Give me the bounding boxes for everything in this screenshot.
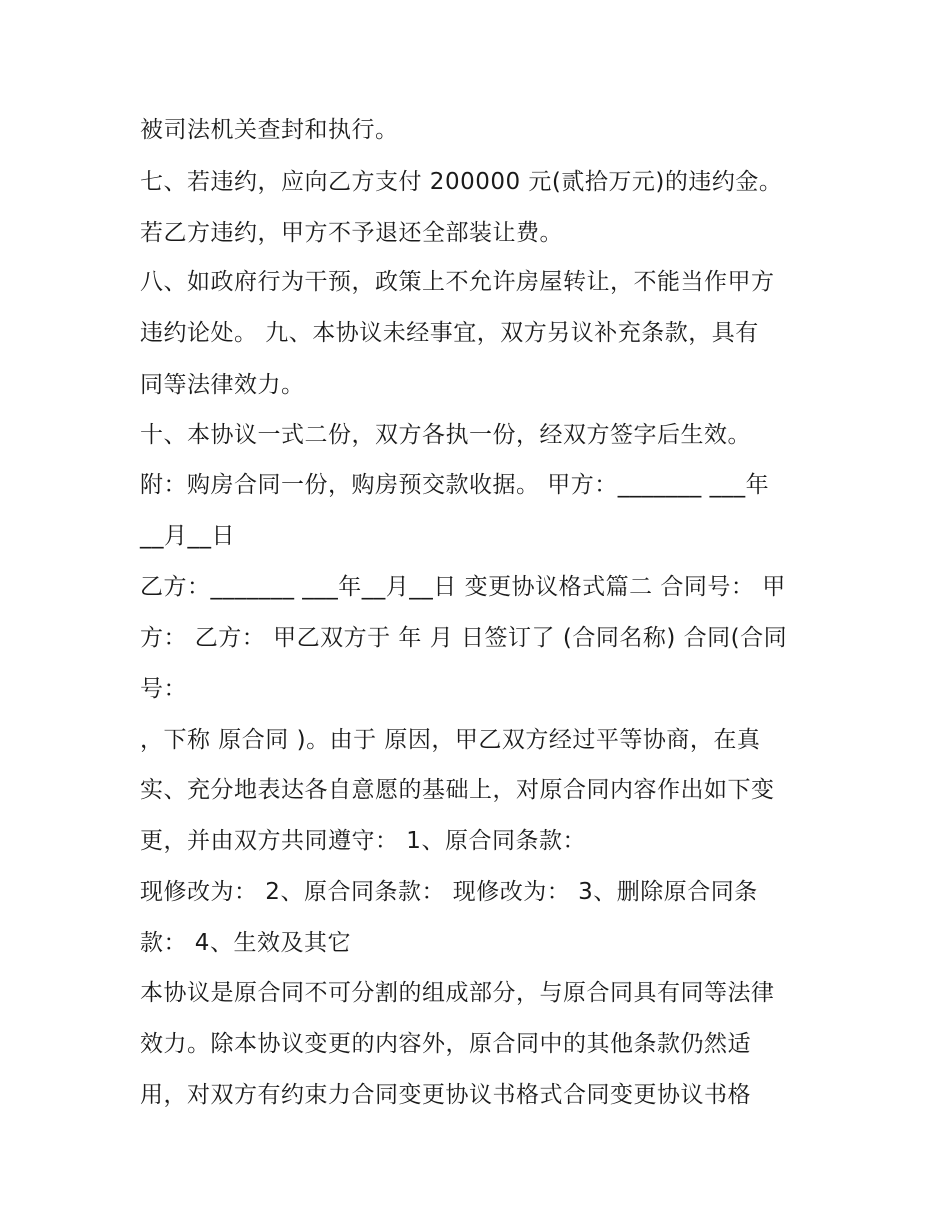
text-line: 实、充分地表达各自意愿的基础上，对原合同内容作出如下变 [140, 777, 775, 803]
text-line: 更，并由双方共同遵守： 1、原合同条款： [140, 828, 586, 854]
text-line: ，下称 原合同 )。由于 原因，甲乙双方经过平等协商，在真 [140, 727, 761, 753]
text-line: 被司法机关查封和执行。 [140, 117, 399, 143]
text-line: 乙方：_______ ___年__月__日 变更协议格式篇二 合同号： 甲 [140, 574, 786, 600]
text-line: 效力。除本协议变更的内容外，原合同中的其他条款仍然适 [140, 1031, 751, 1057]
text-line: 附：购房合同一份，购房预交款收据。 甲方：_______ ___年 [140, 472, 770, 498]
text-line: 十、本协议一式二份，双方各执一份，经双方签字后生效。 [140, 422, 751, 448]
text-line: 七、若违约，应向乙方支付 200000 元(贰拾万元)的违约金。 [140, 169, 783, 195]
text-line: 违约论处。 九、本协议未经事宜，双方另议补充条款，具有 [140, 320, 759, 346]
text-line: 八、如政府行为干预，政策上不允许房屋转让，不能当作甲方 [140, 269, 775, 295]
text-line: __月__日 [140, 523, 235, 549]
text-line: 方： 乙方： 甲乙双方于 年 月 日签订了 (合同名称) 合同(合同 [140, 625, 788, 651]
text-line: 用，对双方有约束力合同变更协议书格式合同变更协议书格 [140, 1082, 751, 1108]
text-line: 若乙方违约，甲方不予退还全部装让费。 [140, 220, 563, 246]
text-line: 现修改为： 2、原合同条款： 现修改为： 3、删除原合同条 [140, 879, 758, 905]
text-line: 同等法律效力。 [140, 372, 305, 398]
text-line: 本协议是原合同不可分割的组成部分，与原合同具有同等法律 [140, 980, 775, 1006]
text-line: 款： 4、生效及其它 [140, 930, 351, 956]
text-line: 号： [140, 676, 187, 702]
